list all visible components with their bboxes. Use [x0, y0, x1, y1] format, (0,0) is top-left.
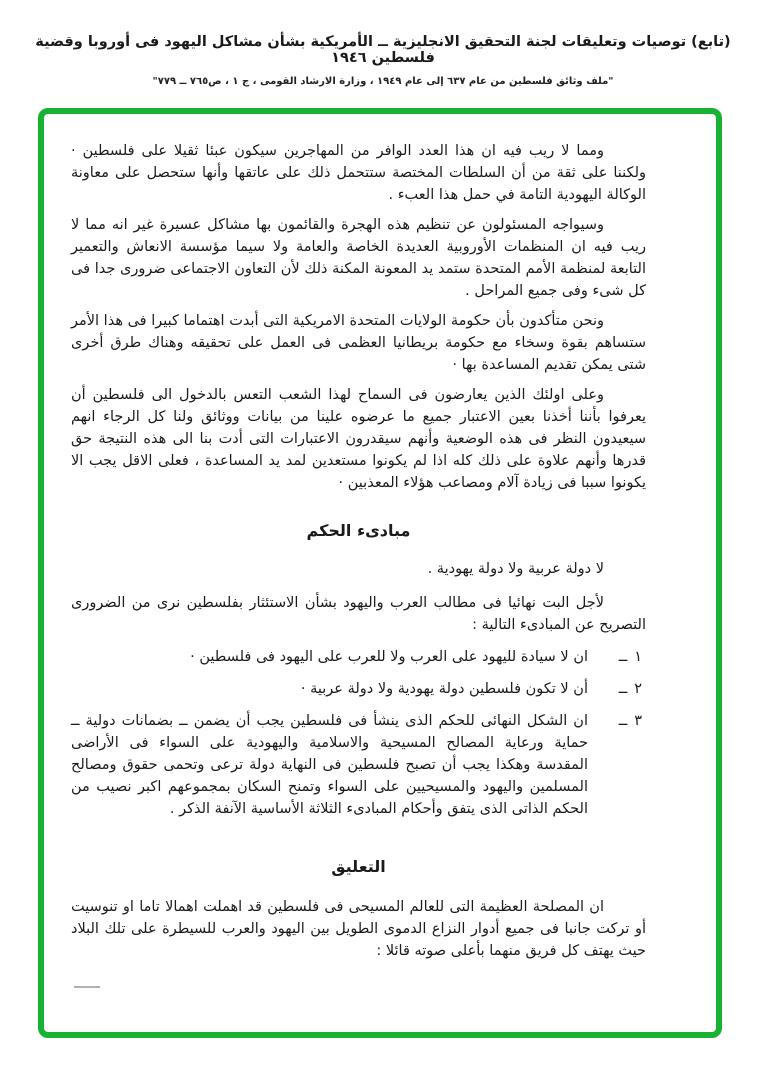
document-source-line: "ملف وثائق فلسطين من عام ٦٣٧ إلى عام ١٩٤٩ ، وزارة الارشاد القومى ، ج ١ ، ص٧٦٥ ــ ٧٧٩": [152, 76, 614, 87]
paragraph: ان المصلحة العظيمة التى للعالم المسيحى فى فلسطين قد اهملت اهمالا تاما او تنوسيت أو تركت جانبا فى جميع أدوار النزاع الدموى الطويل بين اليهود والعرب للسيطرة على تلك البلاد حيث يهتف كل فريق منهما بأعلى صوته قائلا :: [71, 899, 646, 959]
document-body: [71, 140, 646, 962]
principles-lead: لا دولة عربية ولا دولة يهودية .: [427, 561, 604, 577]
list-item-text: ان الشكل النهائى للحكم الذى ينشأ فى فلسطين يجب أن يضمن ــ بضمانات دولية ــ حماية ورعاية المصالح المسيحية والاسلامية واليهودية على السواء فى الأراضى المقدسة وهكذا يجب أن تصبح فلسطين فى النهاية دولة ترعى وتحمى حقوق ومصالح المسلمين واليهود والمسيحيين على السواء وتمنح السكان بمجموعهم اكبر نصيب من الحكم الذاتى الذى يتفق وأحكام المبادىء الثلاثة الأساسية الآنفة الذكر .: [71, 713, 588, 817]
list-item: [71, 646, 646, 668]
list-item-text: أن لا تكون فلسطين دولة يهودية ولا دولة عربية ·: [300, 681, 588, 697]
scan-artifact-mark: [74, 986, 100, 988]
list-item: [71, 678, 646, 700]
list-item-digit: ٣: [634, 713, 642, 729]
list-item-digit: ١: [634, 649, 642, 665]
document-header-title: (تابع) توصيات وتعليقات لجنة التحقيق الانجليزية ــ الأمريكية بشأن مشاكل اليهود فى أوروبا وقضية فلسطين ١٩٤٦: [35, 34, 731, 66]
list-item-dash: ــ: [618, 649, 628, 665]
highlight-frame: [38, 108, 722, 1038]
list-item-digit: ٢: [634, 681, 642, 697]
principles-list: [71, 646, 646, 820]
section-heading-principles: مبادىء الحكم: [306, 521, 411, 540]
paragraph: وعلى اولئك الذين يعارضون فى السماح لهذا الشعب التعس بالدخول الى فلسطين أن يعرفوا بأننا أخذنا بعين الاعتبار جميع ما عرضوه علينا من بيانات ووثائق ولنا كل الرجاء انهم سيعيدون النظر فى هذه الوضعية وأنهم سيقدرون الاعتبارات التى أدت بنا الى هذه النتيجة حق قدرها وأنهم علاوة على ذلك كله اذا لم يكونوا مستعدين لمد يد المساعدة ، فعلى الاقل يجب الا يكونوا سببا فى زيادة آلام ومصاعب هؤلاء المعذبين ·: [71, 387, 646, 491]
paragraph: وسيواجه المسئولون عن تنظيم هذه الهجرة والقائمون بها مشاكل عسيرة غير انه مما لا ريب فيه ان المنظمات الأوروبية العديدة الخاصة والعامة ولا سيما مؤسسة الانعاش والتعمير التابعة لمنظمة الأمم المتحدة ستمد يد المعونة المكنة ذلك لأن التعاون الاجتماعى ضرورى جدا فى كل شىء وفى جميع المراحل .: [71, 217, 646, 299]
list-item-number: [619, 710, 642, 732]
principles-intro: لأجل البت نهائيا فى مطالب العرب واليهود بشأن الاستئثار بفلسطين نرى من الضرورى التصريح عن المبادىء التالية :: [71, 595, 646, 633]
section-heading-commentary: التعليق: [331, 857, 386, 876]
list-item-number: [619, 646, 642, 668]
list-item-dash: ــ: [618, 681, 628, 697]
list-item-dash: ــ: [618, 713, 628, 729]
list-item-text: ان لا سيادة لليهود على العرب ولا للعرب على اليهود فى فلسطين ·: [190, 649, 588, 665]
document-header: [0, 34, 766, 87]
list-item-number: [619, 678, 642, 700]
list-item: [71, 710, 646, 820]
paragraph: ومما لا ريب فيه ان هذا العدد الوافر من المهاجرين سيكون عبئا ثقيلا على فلسطين · ولكننا على ثقة من أن السلطات المختصة ستتحمل ذلك على عاتقها وأنها ستحصل على معاونة الوكالة اليهودية التامة في حمل هذا العبء .: [71, 143, 646, 203]
paragraph: ونحن متأكدون بأن حكومة الولايات المتحدة الامريكية التى أبدت اهتماما كبيرا فى هذا الأمر ستساهم بقوة وسخاء مع حكومة بريطانيا العظمى فى العمل على تحقيقه وهناك طرق أخرى شتى يمكن تقديم المساعدة بها ·: [71, 313, 646, 373]
